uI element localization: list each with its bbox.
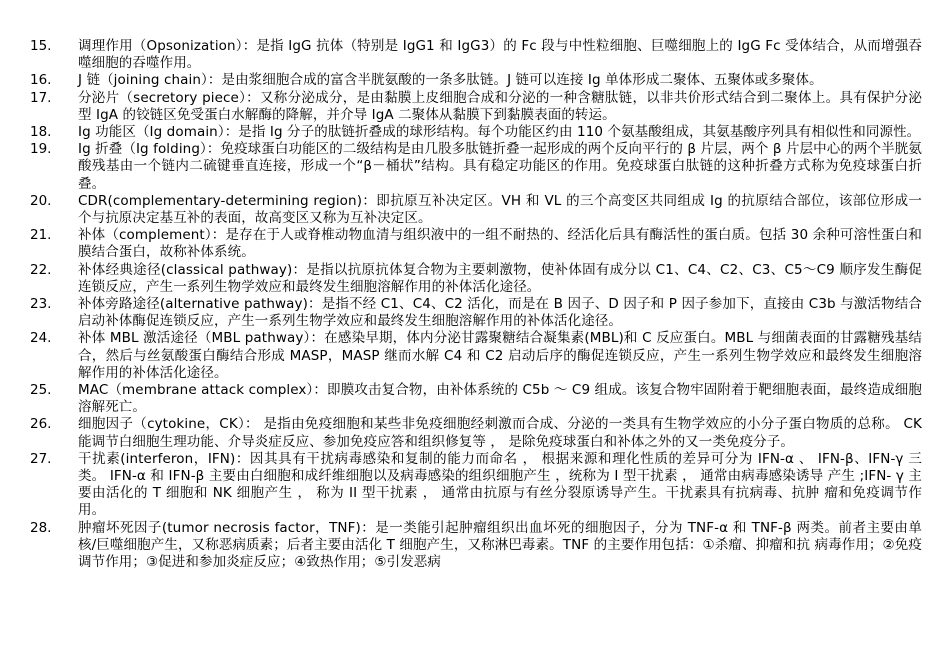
entry-text: 补体 MBL 激活途径（MBL pathway）：在感染早期，体内分泌甘露聚糖结合凝集素(MBL)和 C 反应蛋白。MBL 与细菌表面的甘露糖残基结合，然后与丝氨酸蛋白酶结合形成 MASP，MASP 继而水解 C4 和 C2 启动后序的酶促连锁反应，产生一系列生物学效应和最终发生细胞溶解作用的补体活化途径。 [78, 330, 922, 381]
entry-text: 干扰素(interferon，IFN)：因其具有干扰病毒感染和复制的能力而命名 ， 根据来源和理化性质的差异可分为 IFN-α 、 IFN-β、IFN-γ 三类。 IFN-α 和 IFN-β 主要由白细胞和成纤维细胞以及病毒感染的组织细胞产生 ，统称为 I 型干扰素 ， 通常由病毒感染诱导 产生 ;IFN- γ 主要由活化的 T 细胞和 NK 细胞产生 ， 称为 II 型干扰素 ， 通常由抗原与有丝分裂原诱导产生。干扰素具有抗病毒、抗肿 瘤和免疫调节作用。 [78, 450, 922, 519]
entry-23 [30, 296, 922, 330]
entry-number: 20. [30, 192, 52, 209]
entry-number: 19. [30, 141, 52, 158]
entry-number: 15. [30, 38, 52, 54]
entry-28 [30, 520, 922, 572]
entry-text: 分泌片（secretory piece）：又称分泌成分，是由黏膜上皮细胞合成和分泌的一种含糖肽链，以非共价形式结合到二聚体上。具有保护分泌型 IgA 的铰链区免受蛋白水解酶的降解，并介导 IgA 二聚体从黏膜下到黏膜表面的转运。 [78, 89, 922, 123]
entry-text: MAC（membrane attack complex）：即膜攻击复合物，由补体系统的 C5b ～ C9 组成。该复合物牢固附着于靶细胞表面，最终造成细胞溶解死亡。 [78, 382, 922, 416]
entry-number: 25. [30, 382, 52, 399]
entry-number: 23. [30, 296, 52, 313]
entry-16 [30, 72, 922, 89]
entry-number: 16. [30, 72, 52, 89]
entry-text: 肿瘤坏死因子(tumor necrosis factor，TNF)：是一类能引起肿瘤组织出血坏死的细胞因子，分为 TNF-α 和 TNF-β 两类。前者主要由单核/巨噬细胞产生，又称恶病质素；后者主要由活化 T 细胞产生，又称淋巴毒素。TNF 的主要作用包括：①杀瘤、抑瘤和抗 病毒作用；②免疫调节作用；③促进和参加炎症反应；④致热作用；⑤引发恶病 [78, 519, 922, 571]
entry-number: 24. [30, 330, 52, 347]
entry-21 [30, 227, 922, 261]
entry-number: 26. [30, 416, 52, 433]
entry-number: 17. [30, 89, 52, 106]
entry-18 [30, 124, 922, 141]
entry-number: 21. [30, 227, 52, 244]
entry-text: Ig 功能区（Ig domain）：是指 Ig 分子的肽链折叠成的球形结构。每个功能区约由 110 个氨基酸组成，其氨基酸序列具有相似性和同源性。 [78, 124, 921, 141]
entry-text: Ig 折叠（Ig folding）：免疫球蛋白功能区的二级结构是由几股多肽链折叠一起形成的两个反向平行的 β 片层，两个 β 片层中心的两个半胱氨酸残基由一个链内二硫键垂直连接，形成一个“β－桶状”结构。具有稳定功能区的作用。免疫球蛋白肽链的这种折叠方式称为免疫球蛋白折叠。 [78, 141, 922, 192]
entry-number: 27. [30, 450, 52, 467]
entry-24 [30, 330, 922, 382]
entry-27 [30, 451, 922, 520]
entry-22 [30, 262, 922, 296]
entry-text: J 链（joining chain）：是由浆细胞合成的富含半胱氨酸的一条多肽链。J 链可以连接 Ig 单体形成二聚体、五聚体或多聚体。 [78, 72, 823, 89]
entry-number: 18. [30, 124, 52, 141]
entry-text: CDR(complementary-determining region)：即抗原互补决定区。VH 和 VL 的三个高变区共同组成 Ig 的抗原结合部位，该部位形成一个与抗原决定基互补的表面，故高变区又称为互补决定区。 [78, 192, 922, 227]
entry-number: 28. [30, 519, 52, 536]
entry-text: 补体（complement）：是存在于人或脊椎动物血清与组织液中的一组不耐热的、经活化后具有酶活性的蛋白质。包括 30 余种可溶性蛋白和膜结合蛋白，故称补体系统。 [78, 227, 922, 261]
entry-text: 补体旁路途径(alternative pathway)：是指不经 C1、C4、C2 活化，而是在 B 因子、D 因子和 P 因子参加下，直接由 C3b 与激活物结合启动补体酶促连锁反应，产生一系列生物学效应和最终发生细胞溶解作用的补体活化途径。 [78, 296, 922, 330]
entry-19 [30, 141, 922, 193]
entry-25 [30, 382, 922, 416]
entry-text: 补体经典途径(classical pathway)：是指以抗原抗体复合物为主要刺激物，使补体固有成分以 C1、C4、C2、C3、C5～C9 顺序发生酶促连锁反应，产生一系列生物学效应和最终发生细胞溶解作用的补体活化途径。 [78, 261, 922, 295]
entry-26 [30, 416, 922, 450]
entry-15 [30, 38, 922, 72]
entry-17 [30, 90, 922, 124]
entry-text: 细胞因子（cytokine，CK）： 是指由免疫细胞和某些非免疫细胞经刺激而合成、分泌的一类具有生物学效应的小分子蛋白物质的总称。 CK 能调节白细胞生理功能、介导炎症反应、参加免疫应答和组织修复等 ， 是除免疫球蛋白和补体之外的又一类免疫分子。 [78, 416, 922, 450]
entry-20 [30, 193, 922, 227]
entry-number: 22. [30, 261, 52, 278]
entry-text: 调理作用（Opsonization）：是指 IgG 抗体（特别是 IgG1 和 IgG3）的 Fc 段与中性粒细胞、巨噬细胞上的 IgG Fc 受体结合，从而增强吞噬细胞的吞噬作用。 [78, 38, 922, 72]
